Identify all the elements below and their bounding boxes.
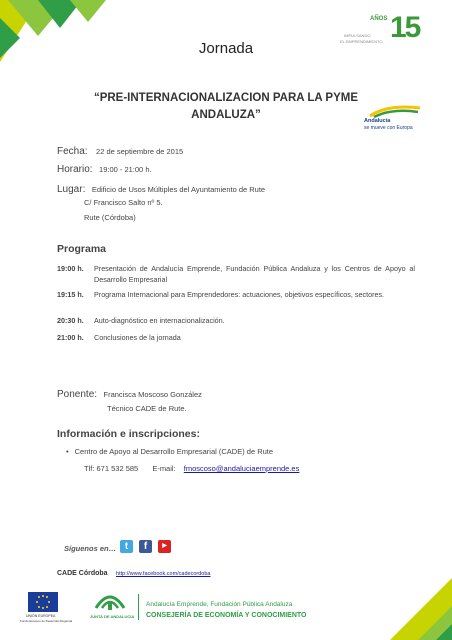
andalucia-text: Andalucía	[364, 118, 391, 124]
eu-line1: UNIÓN EUROPEA	[26, 614, 56, 618]
footer-separator	[138, 594, 139, 620]
info-bullet-text: Centro de Apoyo al Desarrollo Empresarial (CADE) de Rute	[74, 447, 274, 456]
org-line2: CONSEJERÍA DE ECONOMÍA Y CONOCIMIENTO	[146, 612, 307, 619]
programa-time: 21:00 h.	[57, 333, 84, 342]
logo-number: 15	[390, 11, 420, 44]
lugar-label: Lugar:	[57, 184, 86, 195]
ponente-role: Técnico CADE de Rute.	[107, 404, 187, 413]
bullet-icon: •	[66, 447, 69, 456]
junta-emblem-icon	[88, 590, 132, 612]
phone-text: Tlf: 671 532 585	[84, 464, 139, 473]
programa-time: 19:00 h.	[57, 264, 84, 273]
ponente-name: Francisca Moscoso González	[103, 390, 202, 399]
youtube-icon[interactable]: ▶	[158, 540, 171, 553]
org-line1: Andalucía Emprende, Fundación Pública Andaluza	[146, 601, 293, 608]
programa-text: Programa Internacional para Emprendedores: actuaciones, objetivos específicos, sectores.	[94, 290, 385, 299]
info-bullet-row	[66, 447, 273, 456]
logo-line2: EL EMPRENDIMIENTO	[340, 39, 383, 44]
programa-text: Conclusiones de la jornada	[94, 333, 181, 342]
programa-time: 20:30 h.	[57, 316, 84, 325]
headline-line2: ANDALUZA”	[191, 109, 261, 121]
programa-text: Auto-diagnóstico en internacionalización.	[94, 316, 225, 325]
twitter-icon[interactable]: t	[120, 540, 133, 553]
logo-years-text: AÑOS	[370, 16, 388, 22]
andalucia-europa-logo	[364, 104, 424, 134]
programa-item	[57, 290, 415, 301]
facebook-icon[interactable]: f	[139, 540, 152, 553]
cade-row	[57, 562, 211, 580]
bottom-right-decoration	[382, 570, 452, 640]
lugar-line3: Rute (Córdoba)	[84, 213, 136, 222]
programa-item	[57, 333, 415, 344]
ponente-row	[57, 384, 202, 402]
ponente-label: Ponente:	[57, 389, 98, 400]
programa-item	[57, 264, 415, 285]
programa-item	[57, 316, 415, 327]
programa-time: 19:15 h.	[57, 290, 84, 299]
fecha-value: 22 de septiembre de 2015	[96, 147, 184, 156]
programa-text: Presentación de Andalucía Emprende, Fundación Pública Andaluza y los Centros de Apoyo al Desarrollo Empresarial	[94, 264, 415, 284]
social-label: Síguenos en…	[64, 544, 117, 553]
contact-row	[84, 464, 299, 473]
headline-line1: “PRE-INTERNACIONALIZACION PARA LA PYME	[93, 92, 359, 104]
fecha-label: Fecha:	[57, 146, 88, 157]
stars-icon	[368, 104, 422, 118]
page-title: Jornada	[198, 40, 254, 57]
lugar-row	[57, 179, 265, 197]
fecha-row	[57, 141, 183, 159]
horario-label: Horario:	[57, 164, 93, 175]
horario-value: 19:00 - 21:00 h.	[99, 165, 152, 174]
junta-logo	[88, 590, 135, 620]
logo-line1: IMPULSANDO	[344, 33, 371, 38]
cade-label: CADE Córdoba	[57, 570, 108, 577]
email-link[interactable]: fmoscoso@andaluciaemprende.es	[183, 464, 300, 473]
email-label: E-mail:	[152, 464, 176, 473]
lugar-line2: C/ Francisco Salto nº 5.	[84, 198, 163, 207]
europa-text: se mueve con Europa	[364, 125, 413, 131]
info-heading: Información e inscripciones:	[57, 428, 200, 440]
event-headline	[60, 90, 392, 124]
eu-flag	[28, 592, 58, 612]
junta-text: JUNTA DE ANDALUCIA	[90, 614, 135, 619]
eu-stars-icon	[28, 592, 58, 612]
facebook-link[interactable]: http://www.facebook.com/cadecordoba	[116, 571, 211, 577]
programa-heading: Programa	[57, 243, 107, 255]
lugar-line1: Edificio de Usos Múltiples del Ayuntamiento de Rute	[91, 185, 266, 194]
horario-row	[57, 159, 152, 177]
eu-line2: Fondo Europeo de Desarrollo Regional	[20, 619, 73, 623]
